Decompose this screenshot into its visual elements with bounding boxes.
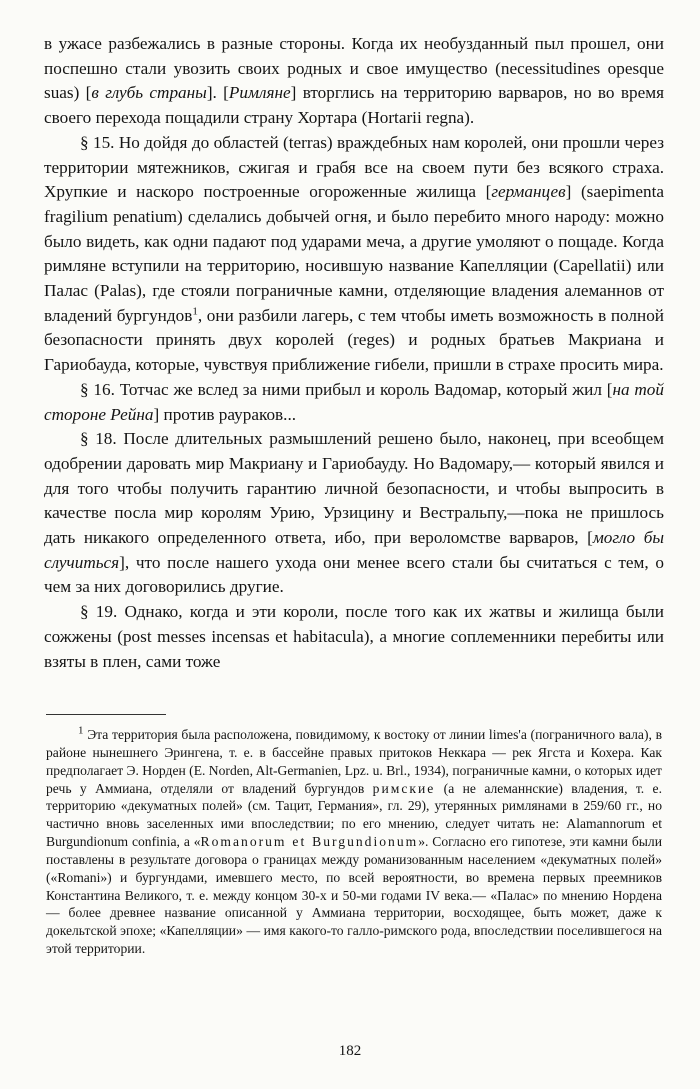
text-span: § 18. После длительных размышлений решено было, наконец, при всеобщем одобрении даровать мир Макриану и Гариобауду. Но Вадомару,— который явился и для того чтобы получить гарантию личной безопасности, и чтобы выпросить в качестве посла мир королям Урию, Урзицину и Вестральпу,—пока не пришлось дать никакого определенного ответа, ибо, при вероломстве варваров, [: [44, 429, 664, 548]
main-text: [44, 32, 664, 674]
paragraph-18: [44, 427, 664, 600]
text-span: ». Согласно его гипотезе, эти камни были поставлены в результате договора о границах между романизованным населением «декуматных полей» («Romani») и бургундами, имевшего место, по всей вероятности, во времена первых преемников Константина Великого, т. е. между концом 30-х и 50-ми годами IV века.— «Палас» по мнению Нордена — более древнее название описанной у Аммиана территории, восходящее, быть может, даже к докельтской эпохе; «Капелляции» — имя какого-то галло-римского рода, впоследствии поселившегося на этой территории.: [46, 834, 662, 957]
italic-insert: могло бы случиться: [44, 528, 664, 572]
text-span: (а не алеманнские) владения, т. е. территорию «декуматных полей» (см. Тацит, Германия», гл. 29), утерянных римлянами в 259/60 гг., но частично вновь заселенных ими впоследствии; по его мнению, следует читать не: Alamannorum et Burgundionum confinia, а «: [46, 780, 662, 850]
paragraph-1: [44, 32, 664, 131]
italic-insert: в глубь страны: [91, 83, 207, 103]
italic-insert: на той стороне Рейна: [44, 379, 664, 424]
text-span: , они разбили лагерь, с тем чтобы иметь возможность в полной безопасности принять двух королей (reges) и родных братьев Макриана и Гариобауда, которые, чувствуя приближение гибели, пришли в страхе просить мира.: [44, 305, 664, 375]
text-span: ] (saepimenta fragilium penatium) сделались добычей огня, и было перебито много народу: можно было видеть, как одни падают под ударами меча, а другие умоляют о пощаде. Когда римляне вступили на территорию, носившую название Капелляции (Capellatii) или Палас (Palas), где стояли пограничные камни, отделяющие владения алеманнов от владений бургундов: [44, 182, 664, 325]
spaced-emphasis: Romanorum et Burgundionum: [200, 834, 419, 850]
text-span: Эта территория была расположена, повидимому, к востоку от линии limes'а (пограничного вала), в районе нынешнего Эрингена, т. е. в бассейне правых притоков Неккара — рек Ягста и Кохера. Как предполагает Э. Норден (E. Norden, Alt-Germanien, Lpz. u. Brl., 1934), пограничные камни, о которых идет речь у Аммиана, отделяли от владений бургундов: [46, 727, 662, 796]
paragraph-19: § 19. Однако, когда и эти короли, после того как их жатвы и жилища были сожжены (post messes incensas et habitacula), а многие соплеменники перебиты или взяты в плен, сами тоже: [44, 602, 664, 671]
footnote-ref[interactable]: 1: [192, 305, 198, 317]
page-number: 182: [338, 1043, 362, 1059]
text-span: ], что после нашего ухода они менее всего стали бы считаться с тем, о чем за них договорились другие.: [44, 552, 664, 597]
footnote-mark: 1: [78, 724, 84, 737]
text-span: в ужасе разбежались в разные стороны. Когда их необузданный пыл прошел, они поспешно стали увозить своих родных и свое имущество (necessitudines opesque suas) [: [44, 34, 664, 103]
footnote-divider: [46, 714, 166, 715]
italic-insert: Римляне: [228, 83, 291, 103]
paragraph-16: [44, 378, 664, 427]
footnote-text: [46, 726, 662, 958]
text-span: ] вторглись на территорию варваров, но во время своего перехода пощадили страну Хортара (Hortarii regna).: [44, 83, 664, 128]
italic-insert: германцев: [491, 182, 566, 202]
text-span: ] против раураков...: [153, 404, 297, 424]
footnote: [46, 726, 662, 958]
spaced-emphasis: римские: [372, 780, 436, 796]
paragraph-15: [44, 131, 664, 378]
text-span: ]. [: [206, 83, 229, 103]
text-span: § 15. Но дойдя до областей (terras) враждебных нам королей, они прошли через территории мятежников, сжигая и грабя все на своем пути без всякого страха. Хрупкие и наскоро построенные огороженные жилища [: [44, 132, 664, 202]
text-span: § 16. Тотчас же вслед за ними прибыл и король Вадомар, который жил [: [80, 379, 613, 399]
